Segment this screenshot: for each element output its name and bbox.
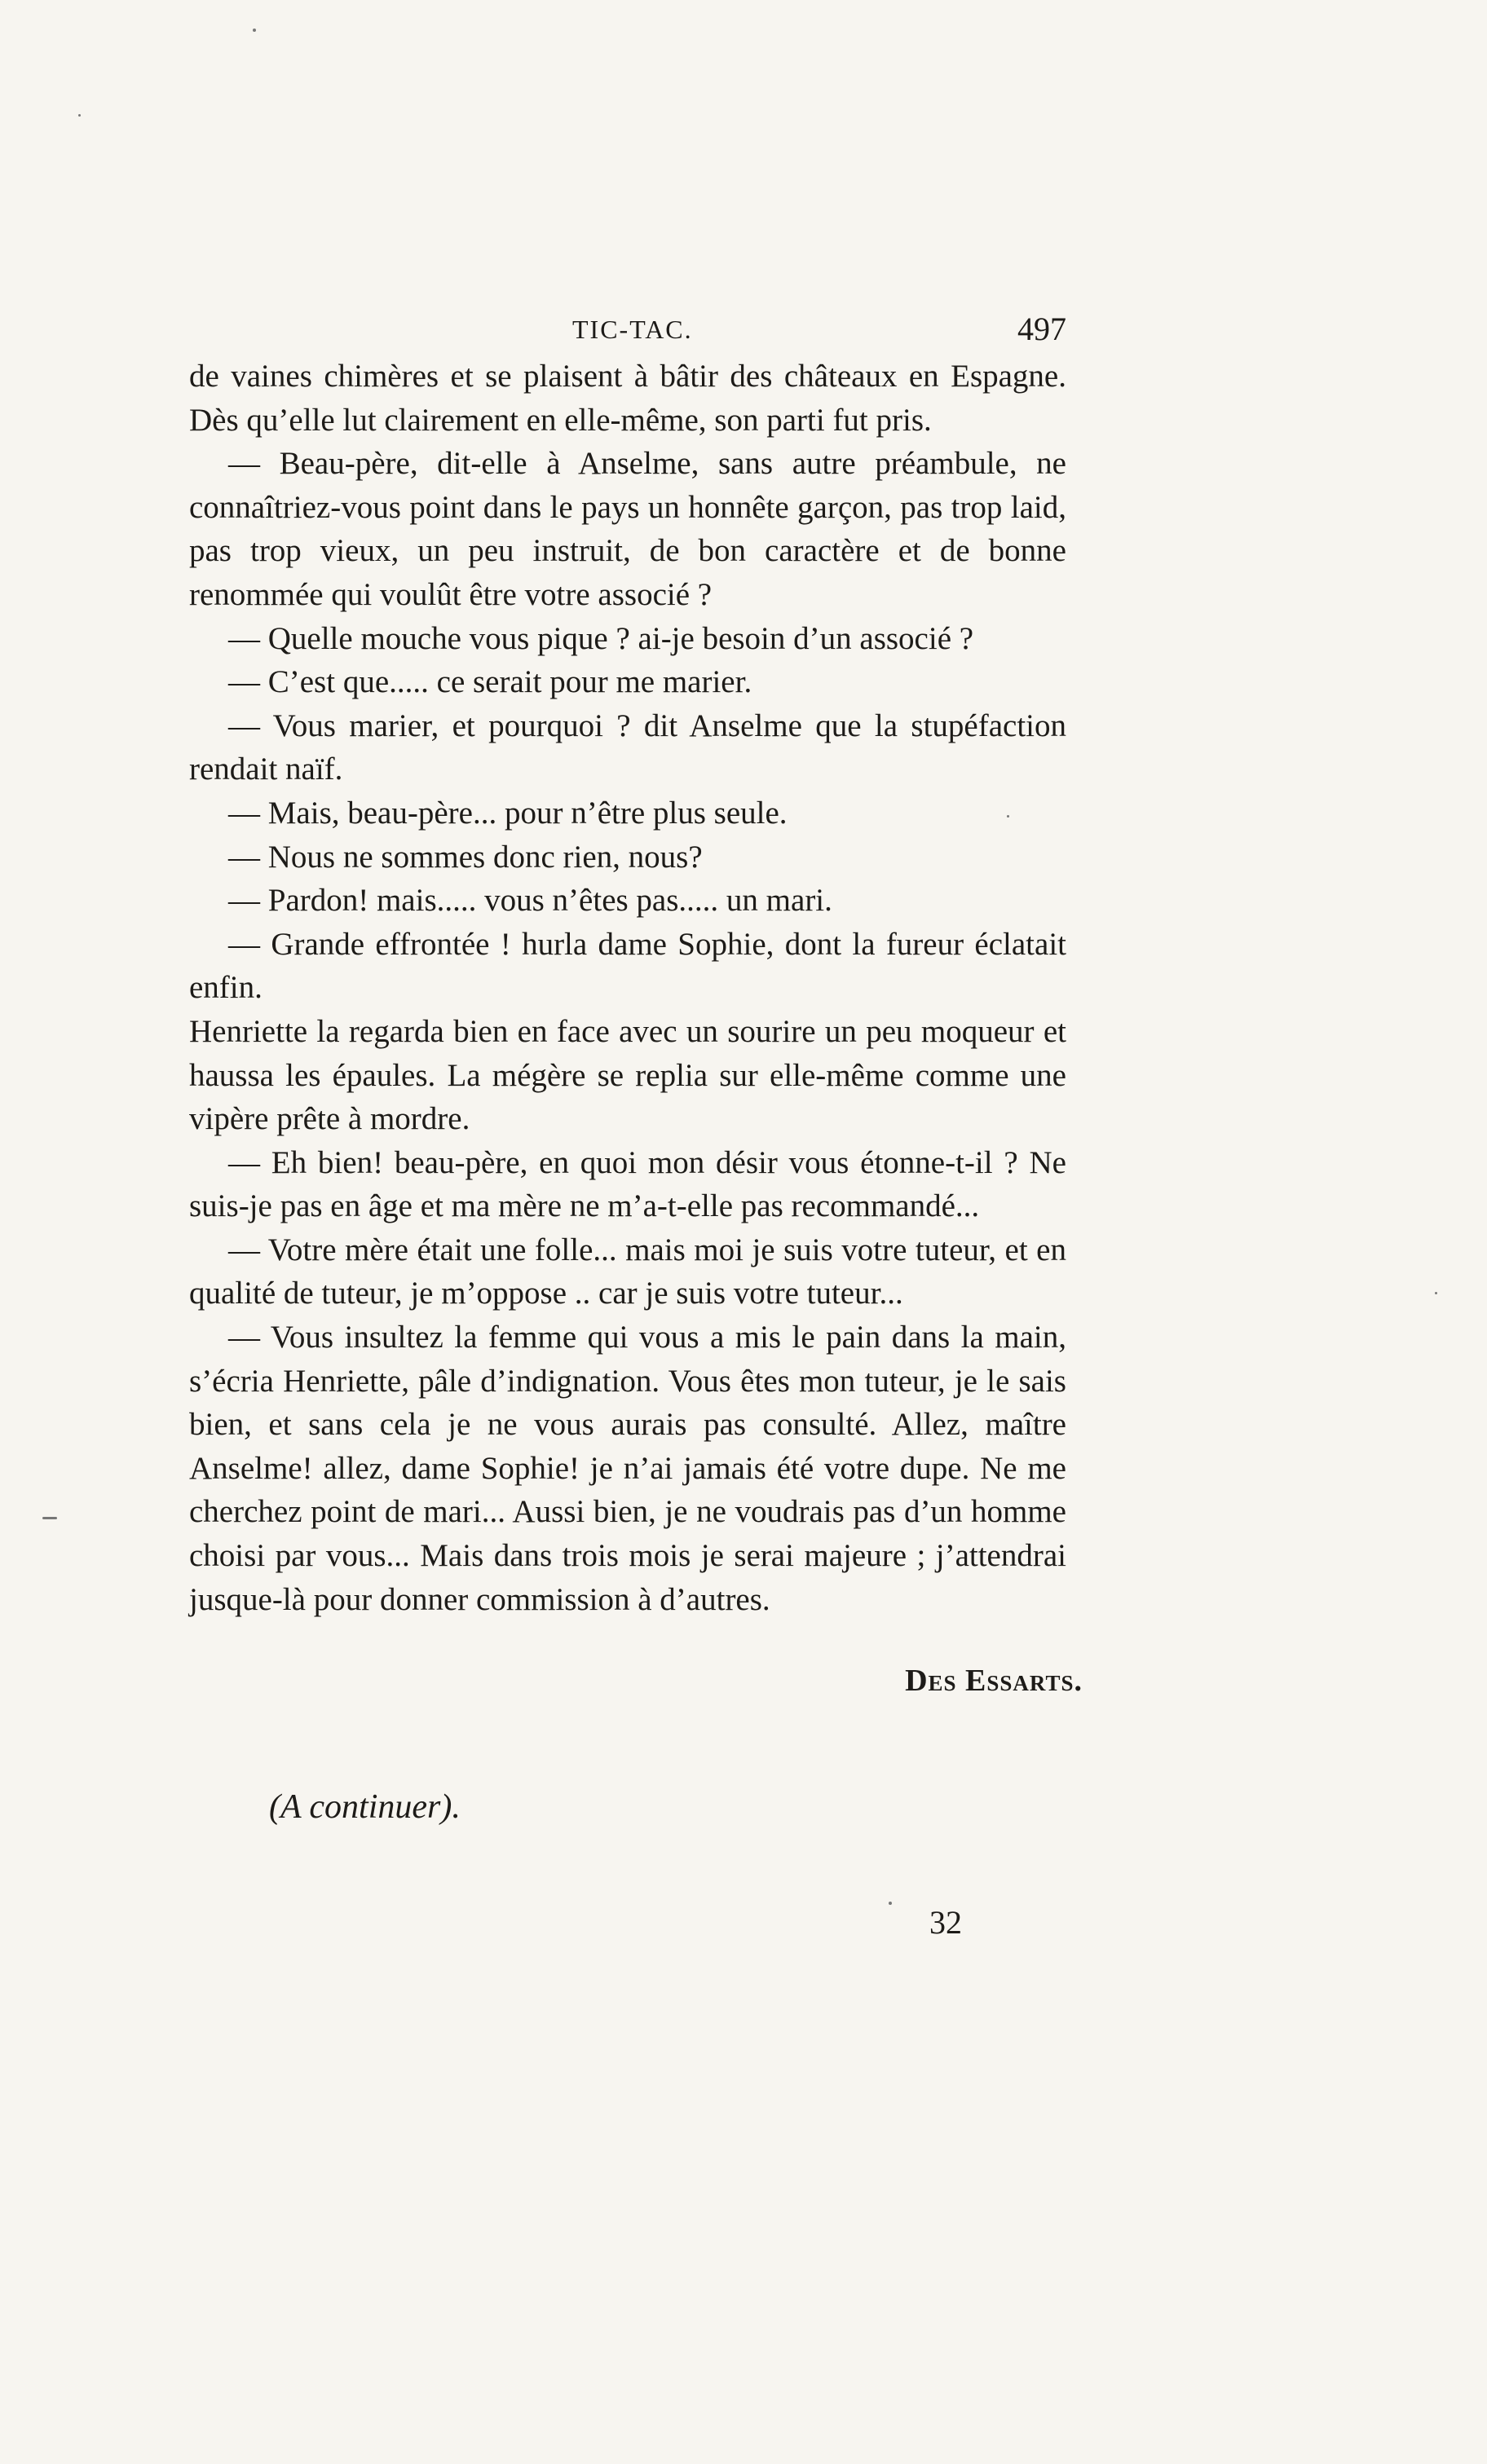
page-header xyxy=(189,310,1066,350)
scan-speck xyxy=(1007,815,1009,818)
signature-mark: 32 xyxy=(929,1904,962,1941)
paragraph: — C’est que..... ce serait pour me marier. xyxy=(228,664,752,700)
paragraph: — Vous insultez la femme qui vous a mis le pain dans la main, s’écria Henriette, pâle d’indignation. Vous êtes mon tuteur, je le sais bien, et sans cela je ne vous aurais pas consulté. Allez, maître Anselme! allez, dame Sophie! je n’ai jamais été votre dupe. Ne me cherchez point de mari... Aussi bien, je ne voudrais pas d’un homme choisi par vous... Mais dans trois mois je serai majeure ; j’attendrai jusque-là pour donner commission à d’autres. xyxy=(189,1320,1066,1617)
paragraph: — Quelle mouche vous pique ? ai-je besoin d’un associé ? xyxy=(228,620,974,656)
author-signature: Des Essarts. xyxy=(905,1664,1083,1698)
body-text xyxy=(189,355,1066,1621)
scan-speck xyxy=(1435,1292,1437,1294)
continuation-note: (A continuer). xyxy=(269,1788,461,1826)
paragraph: — Nous ne sommes donc rien, nous? xyxy=(228,839,703,875)
scan-speck xyxy=(42,1517,57,1519)
paragraph: — Eh bien! beau-père, en quoi mon désir vous étonne-t-il ? Ne suis-je pas en âge et ma mère ne m’a-t-elle pas recommandé... xyxy=(189,1144,1066,1224)
paragraph: — Votre mère était une folle... mais moi je suis votre tuteur, et en qualité de tuteur, je m’oppose .. car je suis votre tuteur... xyxy=(189,1232,1066,1311)
paragraph: — Beau-père, dit-elle à Anselme, sans autre préambule, ne connaîtriez-vous point dans le pays un honnête garçon, pas trop laid, pas trop vieux, un peu instruit, de bon caractère et de bonne renommée qui voulût être votre associé ? xyxy=(189,446,1066,612)
paragraph: — Grande effrontée ! hurla dame Sophie, dont la fureur éclatait enfin. xyxy=(189,926,1066,1006)
paragraph: — Mais, beau-père... pour n’être plus seule. xyxy=(228,795,788,831)
scan-speck xyxy=(253,29,256,32)
scan-speck xyxy=(889,1902,892,1905)
paragraph: — Pardon! mais..... vous n’êtes pas..... un mari. xyxy=(228,883,832,919)
page-number: 497 xyxy=(1017,311,1066,347)
paragraph: Henriette la regarda bien en face avec un sourire un peu moqueur et haussa les épaules. La mégère se replia sur elle-même comme une vipère prête à mordre. xyxy=(189,1013,1066,1137)
running-title: TIC-TAC. xyxy=(572,315,693,344)
paragraph: de vaines chimères et se plaisent à bâtir des châteaux en Espagne. Dès qu’elle lut clairement en elle-même, son parti fut pris. xyxy=(189,359,1066,438)
scan-speck xyxy=(78,114,81,117)
paragraph: — Vous marier, et pourquoi ? dit Anselme que la stupéfaction rendait naïf. xyxy=(189,707,1066,787)
